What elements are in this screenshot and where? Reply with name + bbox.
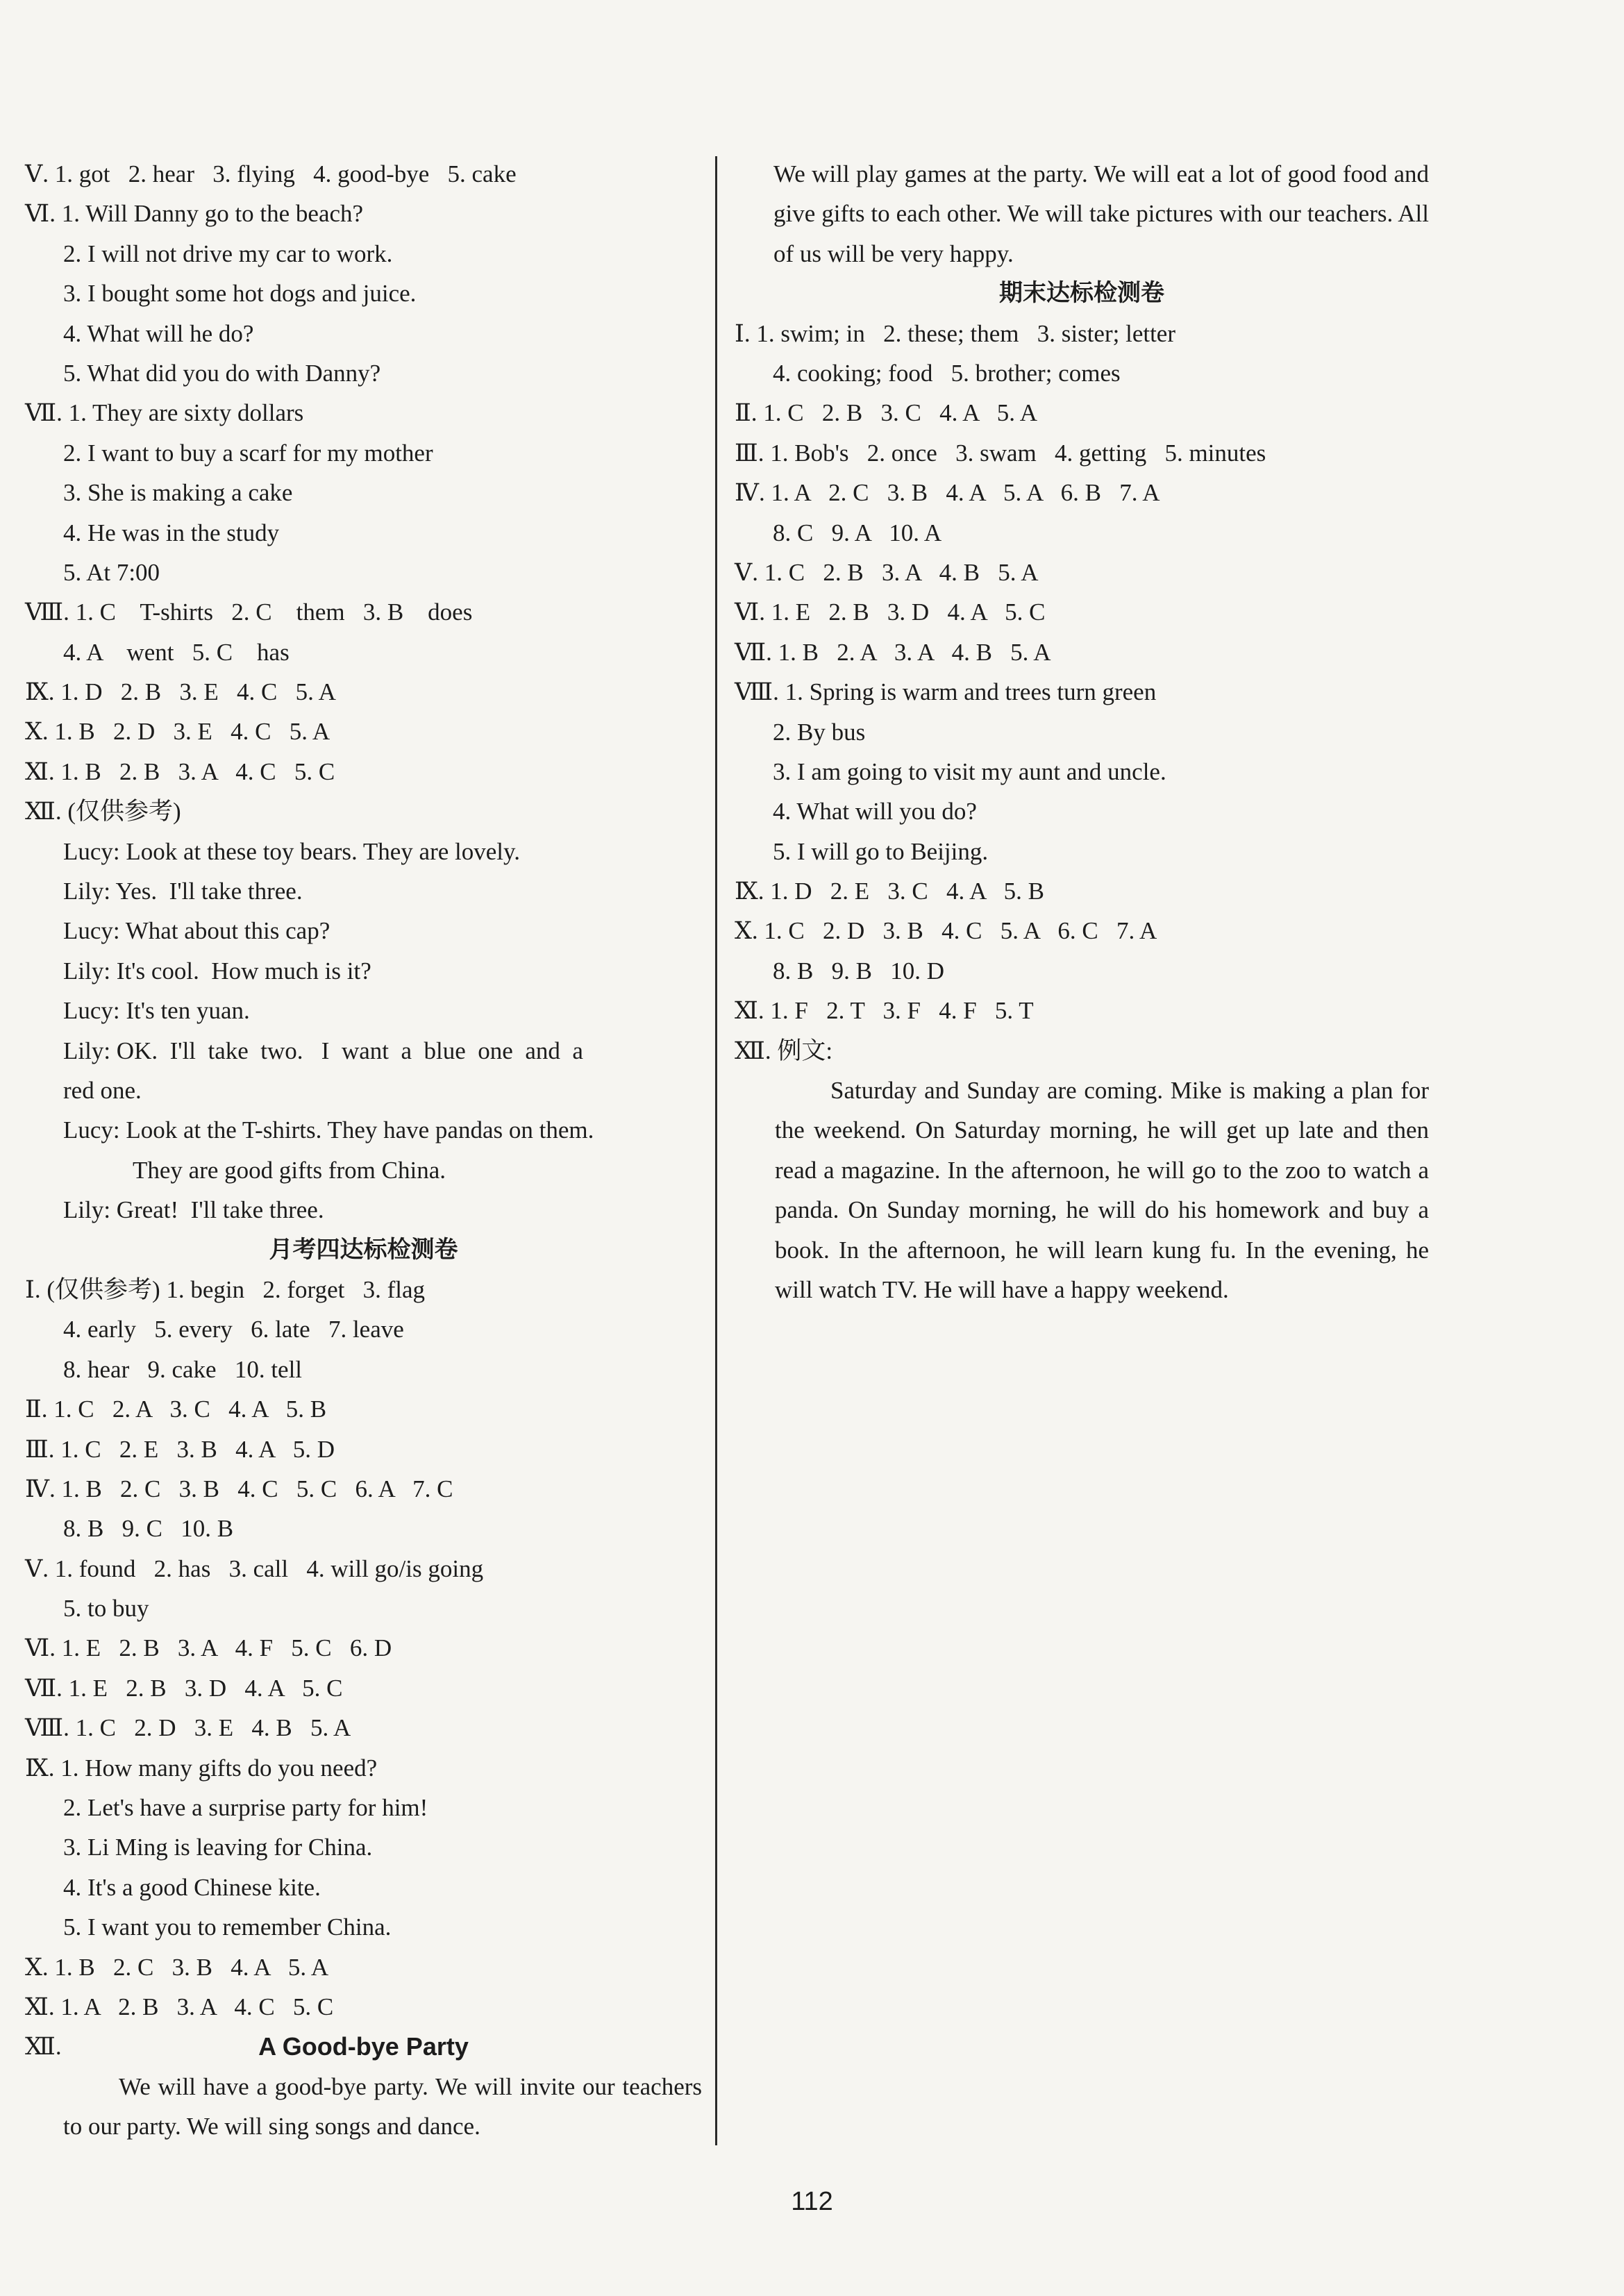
question-group-line: Ⅸ. 1. How many gifts do you need?	[25, 1754, 378, 1782]
model-essay-paragraph: Saturday and Sunday are coming. Mike is making a plan for the weekend. On Saturday morning, he will get up late and then read a magazine. In the afternoon, he will go to the zoo to watch a panda. On Sunday morning, he will do his homework and buy a book. In the afternoon, he will learn kung fu. In the evening, he will watch TV. He will have a happy weekend.	[775, 1077, 1429, 1304]
answer-line: 4. It's a good Chinese kite.	[63, 1873, 321, 1901]
answer-line: 5. to buy	[63, 1595, 149, 1623]
answer-line: 4. A went 5. C has	[63, 638, 290, 666]
answer-line: They are good gifts from China.	[133, 1156, 446, 1184]
question-group-line: Ⅺ. 1. A 2. B 3. A 4. C 5. C	[25, 1993, 334, 2020]
question-group-line: Ⅳ. 1. A 2. C 3. B 4. A 5. A 6. B 7. A	[735, 479, 1160, 507]
left-column	[25, 154, 702, 2147]
essay-label: Ⅻ.	[25, 2033, 62, 2061]
question-group-line: Ⅶ. 1. B 2. A 3. A 4. B 5. A	[735, 638, 1051, 666]
question-group-line: Ⅲ. 1. C 2. E 3. B 4. A 5. D	[25, 1435, 335, 1463]
question-group-line: Ⅰ. 1. swim; in 2. these; them 3. sister; letter	[735, 319, 1175, 347]
question-group-line: Ⅲ. 1. Bob's 2. once 3. swam 4. getting 5. minutes	[735, 439, 1266, 467]
answer-line: Lily: It's cool. How much is it?	[63, 957, 371, 984]
answer-line: 2. By bus	[773, 718, 866, 746]
question-group-line: Ⅶ. 1. They are sixty dollars	[25, 399, 304, 427]
column-divider	[715, 156, 717, 2145]
answer-line: Lucy: Look at the T-shirts. They have pandas on them.	[63, 1116, 594, 1144]
question-group-line: Ⅵ. 1. Will Danny go to the beach?	[25, 200, 364, 228]
question-group-line: Ⅴ. 1. C 2. B 3. A 4. B 5. A	[735, 558, 1039, 586]
answer-line: 5. At 7:00	[63, 558, 160, 586]
answer-line: 8. B 9. B 10. D	[773, 957, 944, 984]
answer-line: 2. I want to buy a scarf for my mother	[63, 439, 433, 467]
answer-line: 4. cooking; food 5. brother; comes	[773, 360, 1121, 387]
section-title: 月考四达标检测卷	[269, 1235, 458, 1264]
answer-line: 2. I will not drive my car to work.	[63, 240, 393, 267]
question-group-line: Ⅰ. (仅供参考) 1. begin 2. forget 3. flag	[25, 1275, 425, 1303]
answer-line: 3. Li Ming is leaving for China.	[63, 1834, 373, 1861]
page-number: 112	[791, 2187, 833, 2216]
answer-line: Lily: Yes. I'll take three.	[63, 878, 303, 905]
question-group-line: Ⅹ. 1. B 2. C 3. B 4. A 5. A	[25, 1953, 329, 1981]
question-group-line: Ⅸ. 1. D 2. E 3. C 4. A 5. B	[735, 878, 1045, 905]
question-group-line: Ⅷ. 1. C 2. D 3. E 4. B 5. A	[25, 1714, 351, 1742]
answer-line: red one.	[63, 1076, 142, 1104]
answer-line: 5. What did you do with Danny?	[63, 359, 381, 387]
answer-line: Lucy: What about this cap?	[63, 917, 330, 945]
question-group-line: Ⅶ. 1. E 2. B 3. D 4. A 5. C	[25, 1674, 343, 1702]
answer-line: Lucy: It's ten yuan.	[63, 997, 250, 1025]
answer-line: 5. I will go to Beijing.	[773, 837, 989, 865]
answer-line: 4. early 5. every 6. late 7. leave	[63, 1316, 404, 1343]
answer-line: 4. What will you do?	[773, 798, 977, 826]
question-group-line: Ⅷ. 1. Spring is warm and trees turn green	[735, 678, 1157, 706]
section-title: 期末达标检测卷	[999, 279, 1164, 308]
answer-line: Lily: Great! I'll take three.	[63, 1196, 324, 1224]
essay-heading	[25, 2027, 702, 2066]
question-group-line: Ⅻ. (仅供参考)	[25, 798, 181, 826]
essay-paragraph: We will have a good-bye party. We will invite our teachers to our party. We will sing songs and dance.	[63, 2072, 702, 2140]
question-group-line: Ⅻ. 例文:	[735, 1037, 833, 1064]
answer-line: 5. I want you to remember China.	[63, 1913, 392, 1941]
answer-line: 3. She is making a cake	[63, 479, 293, 507]
right-column	[735, 154, 1429, 1309]
answer-line: 4. What will he do?	[63, 319, 254, 347]
answer-line: 2. Let's have a surprise party for him!	[63, 1794, 428, 1822]
question-group-line: Ⅱ. 1. C 2. B 3. C 4. A 5. A	[735, 399, 1038, 427]
question-group-line: Ⅴ. 1. got 2. hear 3. flying 4. good-bye 5. cake	[25, 160, 517, 187]
answer-line: Lily: OK. I'll take two. I want a blue one and a	[63, 1037, 583, 1064]
answer-line: Lucy: Look at these toy bears. They are lovely.	[63, 837, 520, 865]
question-group-line: Ⅷ. 1. C T-shirts 2. C them 3. B does	[25, 598, 473, 626]
answer-line: 3. I bought some hot dogs and juice.	[63, 280, 417, 308]
answer-line: 4. He was in the study	[63, 519, 280, 546]
question-group-line: Ⅹ. 1. C 2. D 3. B 4. C 5. A 6. C 7. A	[735, 917, 1157, 945]
answer-line: 3. I am going to visit my aunt and uncle.	[773, 757, 1166, 785]
question-group-line: Ⅺ. 1. B 2. B 3. A 4. C 5. C	[25, 757, 335, 785]
question-group-line: Ⅴ. 1. found 2. has 3. call 4. will go/is going	[25, 1555, 484, 1582]
question-group-line: Ⅱ. 1. C 2. A 3. C 4. A 5. B	[25, 1396, 327, 1423]
answer-line: 8. B 9. C 10. B	[63, 1515, 234, 1543]
question-group-line: Ⅵ. 1. E 2. B 3. A 4. F 5. C 6. D	[25, 1634, 392, 1662]
question-group-line: Ⅸ. 1. D 2. B 3. E 4. C 5. A	[25, 678, 336, 706]
answer-line: 8. C 9. A 10. A	[773, 519, 942, 546]
question-group-line: Ⅺ. 1. F 2. T 3. F 4. F 5. T	[735, 997, 1034, 1025]
answer-line: 8. hear 9. cake 10. tell	[63, 1355, 303, 1383]
question-group-line: Ⅵ. 1. E 2. B 3. D 4. A 5. C	[735, 598, 1046, 626]
essay-title: A Good-bye Party	[258, 2032, 469, 2061]
question-group-line: Ⅹ. 1. B 2. D 3. E 4. C 5. A	[25, 718, 330, 746]
question-group-line: Ⅳ. 1. B 2. C 3. B 4. C 5. C 6. A 7. C	[25, 1475, 453, 1502]
essay-paragraph-continued: We will play games at the party. We will eat a lot of good food and give gifts to each other. We will take pictures with our teachers. All of us will be very happy.	[773, 160, 1429, 267]
